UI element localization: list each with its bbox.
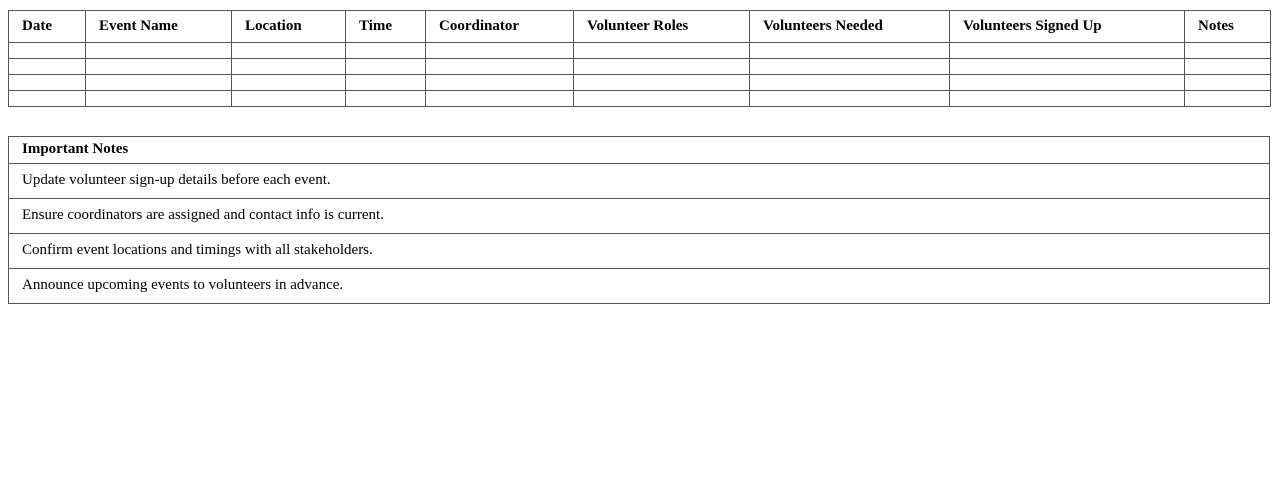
- empty-cell[interactable]: [1185, 43, 1271, 59]
- empty-cell[interactable]: [346, 43, 426, 59]
- empty-cell[interactable]: [574, 59, 750, 75]
- column-header-notes: Notes: [1185, 11, 1271, 43]
- empty-cell[interactable]: [426, 59, 574, 75]
- empty-cell[interactable]: [750, 75, 950, 91]
- note-item: Announce upcoming events to volunteers in advance.: [9, 269, 1270, 304]
- note-row: [9, 199, 1270, 234]
- empty-cell[interactable]: [574, 43, 750, 59]
- schedule-empty-row: [9, 91, 1271, 107]
- empty-cell[interactable]: [750, 43, 950, 59]
- schedule-empty-row: [9, 43, 1271, 59]
- empty-cell[interactable]: [232, 91, 346, 107]
- column-header-location: Location: [232, 11, 346, 43]
- important-notes-title: Important Notes: [9, 137, 1270, 164]
- note-row: [9, 164, 1270, 199]
- column-header-date: Date: [9, 11, 86, 43]
- empty-cell[interactable]: [346, 75, 426, 91]
- note-row: [9, 234, 1270, 269]
- empty-cell[interactable]: [86, 43, 232, 59]
- empty-cell[interactable]: [950, 91, 1185, 107]
- note-item: Ensure coordinators are assigned and contact info is current.: [9, 199, 1270, 234]
- empty-cell[interactable]: [574, 75, 750, 91]
- schedule-header-row: [9, 11, 1271, 43]
- important-notes-table: [8, 136, 1270, 304]
- empty-cell[interactable]: [750, 91, 950, 107]
- column-header-coordinator: Coordinator: [426, 11, 574, 43]
- empty-cell[interactable]: [950, 75, 1185, 91]
- empty-cell[interactable]: [9, 91, 86, 107]
- volunteer-schedule-table: [8, 10, 1271, 107]
- note-row: [9, 269, 1270, 304]
- empty-cell[interactable]: [1185, 91, 1271, 107]
- empty-cell[interactable]: [86, 75, 232, 91]
- empty-cell[interactable]: [86, 59, 232, 75]
- empty-cell[interactable]: [950, 59, 1185, 75]
- empty-cell[interactable]: [232, 59, 346, 75]
- empty-cell[interactable]: [574, 91, 750, 107]
- empty-cell[interactable]: [426, 43, 574, 59]
- empty-cell[interactable]: [426, 91, 574, 107]
- schedule-empty-row: [9, 59, 1271, 75]
- empty-cell[interactable]: [86, 91, 232, 107]
- empty-cell[interactable]: [950, 43, 1185, 59]
- empty-cell[interactable]: [232, 75, 346, 91]
- empty-cell[interactable]: [750, 59, 950, 75]
- empty-cell[interactable]: [9, 59, 86, 75]
- schedule-empty-row: [9, 75, 1271, 91]
- column-header-time: Time: [346, 11, 426, 43]
- column-header-event-name: Event Name: [86, 11, 232, 43]
- column-header-volunteers-signed-up: Volunteers Signed Up: [950, 11, 1185, 43]
- empty-cell[interactable]: [346, 91, 426, 107]
- column-header-volunteers-needed: Volunteers Needed: [750, 11, 950, 43]
- column-header-volunteer-roles: Volunteer Roles: [574, 11, 750, 43]
- empty-cell[interactable]: [232, 43, 346, 59]
- empty-cell[interactable]: [346, 59, 426, 75]
- note-item: Update volunteer sign-up details before each event.: [9, 164, 1270, 199]
- note-item: Confirm event locations and timings with all stakeholders.: [9, 234, 1270, 269]
- empty-cell[interactable]: [426, 75, 574, 91]
- empty-cell[interactable]: [9, 75, 86, 91]
- important-notes-header-row: [9, 137, 1270, 164]
- empty-cell[interactable]: [1185, 75, 1271, 91]
- empty-cell[interactable]: [1185, 59, 1271, 75]
- empty-cell[interactable]: [9, 43, 86, 59]
